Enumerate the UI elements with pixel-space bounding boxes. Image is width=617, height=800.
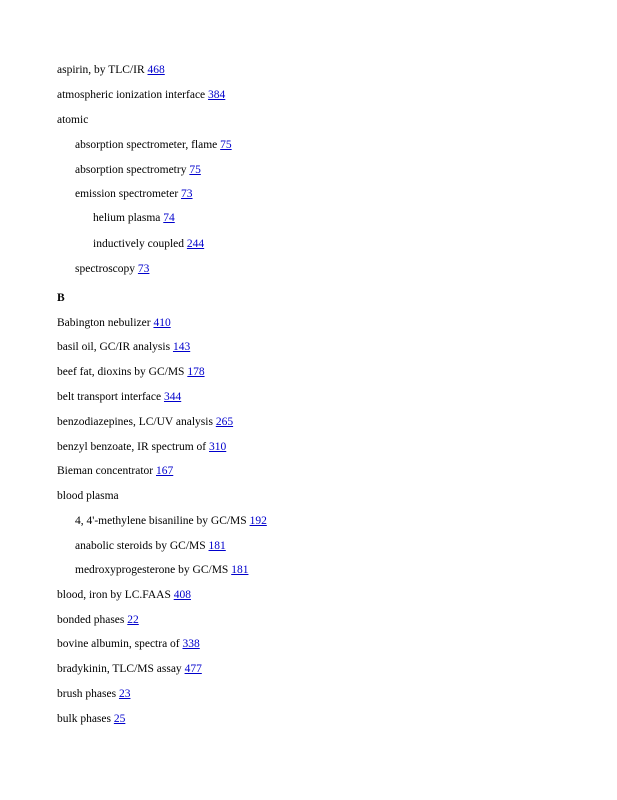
page-link[interactable]: 408 xyxy=(173,589,191,601)
entry-text: absorption spectrometer, flame xyxy=(75,139,218,151)
entry-text: basil oil, GC/IR analysis xyxy=(57,341,171,353)
index-entry xyxy=(57,662,202,676)
index-entry xyxy=(57,340,190,354)
page-link[interactable]: 344 xyxy=(163,391,182,403)
index-entry xyxy=(57,390,181,404)
page-link[interactable]: 410 xyxy=(153,317,171,329)
entry-text: helium plasma xyxy=(93,212,161,224)
index-entry xyxy=(57,687,130,701)
index-entry xyxy=(57,113,88,127)
index-subentry xyxy=(75,187,193,201)
index-subentry xyxy=(75,539,226,553)
index-entry xyxy=(57,316,171,330)
index-entry xyxy=(57,464,173,478)
page-link[interactable]: 468 xyxy=(147,64,165,76)
index-entry xyxy=(57,712,125,726)
page-link[interactable]: 181 xyxy=(208,540,226,552)
section-heading xyxy=(57,291,65,305)
page-link[interactable]: 192 xyxy=(249,515,267,527)
page-link[interactable]: 167 xyxy=(156,465,174,477)
index-subsubentry xyxy=(93,211,175,225)
index-subentry xyxy=(75,262,149,276)
entry-text: beef fat, dioxins by GC/MS xyxy=(57,366,185,378)
page-link[interactable]: 265 xyxy=(215,416,234,428)
index-entry xyxy=(57,365,205,379)
entry-text: bulk phases xyxy=(57,713,111,725)
page-link[interactable]: 338 xyxy=(182,638,200,650)
entry-text: medroxyprogesterone by GC/MS xyxy=(75,564,229,576)
entry-text: belt transport interface xyxy=(57,391,162,403)
page-link[interactable]: 178 xyxy=(187,366,205,378)
entry-text: inductively coupled xyxy=(93,238,185,250)
entry-text: spectroscopy xyxy=(75,263,136,275)
page-link[interactable]: 181 xyxy=(231,564,249,576)
index-entry xyxy=(57,637,200,651)
index-subentry xyxy=(75,563,248,577)
index-entry xyxy=(57,88,225,102)
entry-text: benzodiazepines, LC/UV analysis xyxy=(57,416,213,428)
page-link[interactable]: 23 xyxy=(118,688,131,700)
entry-text: Babington nebulizer xyxy=(57,317,151,329)
page-link[interactable]: 25 xyxy=(113,713,126,725)
page-link[interactable]: 143 xyxy=(172,341,191,353)
page-link[interactable]: 73 xyxy=(137,263,150,275)
entry-text: 4, 4'-methylene bisaniline by GC/MS xyxy=(75,515,247,527)
entry-text: bovine albumin, spectra of xyxy=(57,638,180,650)
entry-text: absorption spectrometry xyxy=(75,164,187,176)
page-link[interactable]: 73 xyxy=(181,188,193,200)
entry-text: anabolic steroids by GC/MS xyxy=(75,540,206,552)
page-link[interactable]: 244 xyxy=(186,238,205,250)
entry-text: bradykinin, TLC/MS assay xyxy=(57,663,182,675)
entry-text: blood plasma xyxy=(57,490,119,502)
index-subentry xyxy=(75,138,232,152)
page-link[interactable]: 384 xyxy=(208,89,226,101)
page-link[interactable]: 75 xyxy=(189,164,201,176)
index-subentry xyxy=(75,163,201,177)
index-entry xyxy=(57,440,226,454)
index-entry xyxy=(57,613,139,627)
page-link[interactable]: 310 xyxy=(209,441,227,453)
entry-text: atomic xyxy=(57,114,89,126)
page-link[interactable]: 74 xyxy=(163,212,175,224)
index-subentry xyxy=(75,514,267,528)
index-entry xyxy=(57,489,119,503)
entry-text: emission spectrometer xyxy=(75,188,179,200)
page-link[interactable]: 75 xyxy=(220,139,232,151)
index-entry xyxy=(57,63,165,77)
page-link[interactable]: 477 xyxy=(184,663,202,675)
index-subsubentry xyxy=(93,237,204,251)
section-letter: B xyxy=(57,292,65,304)
entry-text: atmospheric ionization interface xyxy=(57,89,206,101)
index-entry xyxy=(57,415,233,429)
entry-text: blood, iron by LC.FAAS xyxy=(57,589,171,601)
page-link[interactable]: 22 xyxy=(127,614,139,626)
entry-text: benzyl benzoate, IR spectrum of xyxy=(57,441,207,453)
index-entry xyxy=(57,588,191,602)
entry-text: aspirin, by TLC/IR xyxy=(57,64,145,76)
entry-text: brush phases xyxy=(57,688,117,700)
entry-text: bonded phases xyxy=(57,614,125,626)
entry-text: Bieman concentrator xyxy=(57,465,154,477)
